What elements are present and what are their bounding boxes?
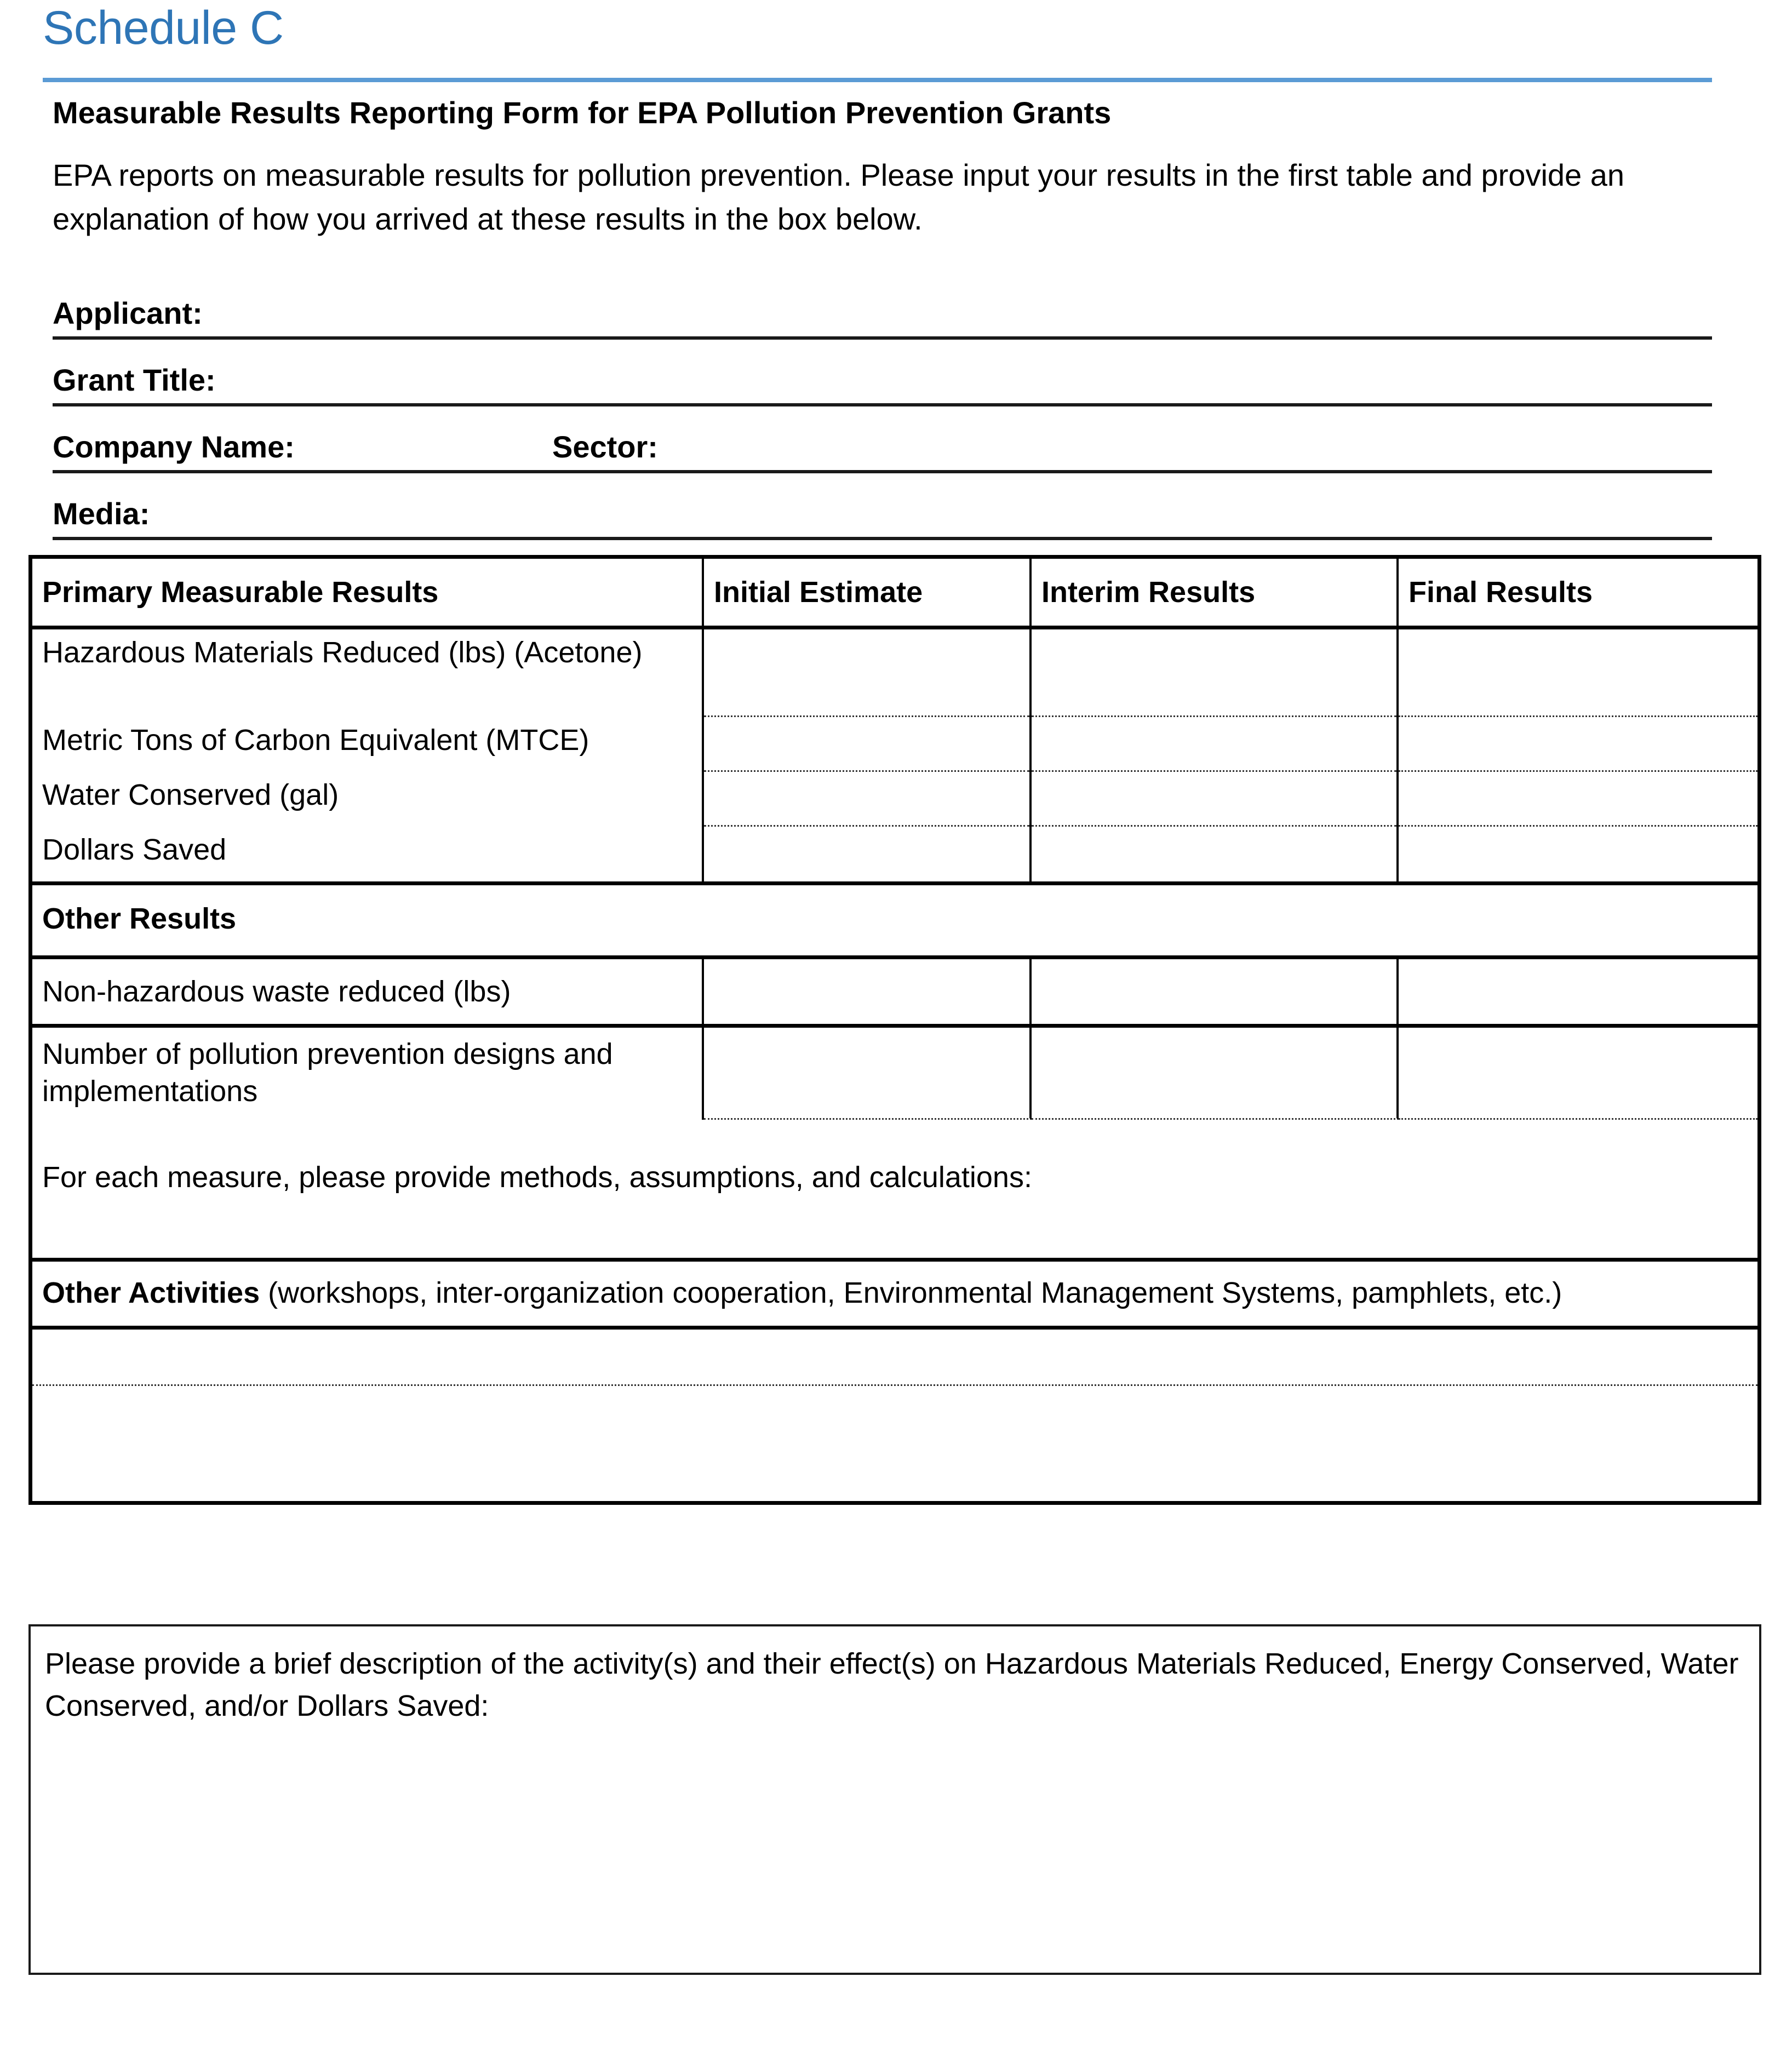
field-grant-title-label: Grant Title: xyxy=(53,363,216,397)
column-header-interim-results: Interim Results xyxy=(1032,559,1399,626)
cell-initial-pollution-prevention-designs[interactable] xyxy=(704,1028,1032,1120)
field-media-underline xyxy=(53,537,1712,540)
cell-final-pollution-prevention-designs[interactable] xyxy=(1399,1028,1757,1120)
cell-interim-hazardous-materials[interactable] xyxy=(1032,629,1396,717)
primary-measures-block xyxy=(32,629,1757,885)
row-label-metric-tons-carbon-equivalent: Metric Tons of Carbon Equivalent (MTCE) xyxy=(42,724,589,757)
methods-prompt-label: For each measure, please provide methods, assumptions, and calculations: xyxy=(42,1161,1032,1194)
row-label-water-conserved: Water Conserved (gal) xyxy=(42,778,339,812)
field-applicant-label: Applicant: xyxy=(53,296,203,330)
cell-final-hazardous-materials[interactable] xyxy=(1399,629,1757,717)
field-grant-title-underline xyxy=(53,403,1712,406)
row-label-dollars-saved: Dollars Saved xyxy=(42,833,227,867)
column-header-final-results: Final Results xyxy=(1409,576,1593,609)
cell-final-dollars-saved[interactable] xyxy=(1399,827,1757,881)
other-activities-entry-1[interactable] xyxy=(32,1330,1757,1386)
other-results-heading: Other Results xyxy=(42,902,237,936)
table-row-pollution-prevention-designs xyxy=(32,1028,1757,1120)
table-header-row xyxy=(32,559,1757,629)
cell-initial-water-conserved[interactable] xyxy=(704,772,1029,827)
cell-final-water-conserved[interactable] xyxy=(1399,772,1757,827)
other-results-heading-row xyxy=(32,885,1757,959)
cell-interim-pollution-prevention-designs[interactable] xyxy=(1032,1028,1399,1120)
field-grant-title xyxy=(53,342,1712,406)
primary-final-results-column xyxy=(1399,629,1757,881)
other-activities-heading xyxy=(32,1262,1757,1330)
cell-initial-mtce[interactable] xyxy=(704,717,1029,772)
other-activities-heading-rest: (workshops, inter-organization cooperation, Environmental Management Systems, pamphlets, etc.) xyxy=(260,1276,1562,1310)
field-media xyxy=(53,476,1712,540)
cell-initial-dollars-saved[interactable] xyxy=(704,827,1029,881)
cell-final-non-hazardous-waste[interactable] xyxy=(1399,959,1757,1024)
primary-interim-results-column xyxy=(1032,629,1399,881)
primary-measure-labels xyxy=(32,629,704,881)
other-activities-heading-bold: Other Activities xyxy=(42,1276,260,1310)
page-title: Schedule C xyxy=(43,2,284,54)
table-row-non-hazardous-waste xyxy=(32,959,1757,1028)
field-sector-label: Sector: xyxy=(552,429,658,464)
methods-assumptions-row xyxy=(32,1120,1757,1262)
measurable-results-table xyxy=(28,555,1761,1505)
cell-interim-dollars-saved[interactable] xyxy=(1032,827,1396,881)
form-subtitle: Measurable Results Reporting Form for EPA Pollution Prevention Grants xyxy=(53,95,1112,130)
field-applicant xyxy=(53,275,1712,340)
description-box xyxy=(28,1624,1761,1975)
column-header-initial-estimate: Initial Estimate xyxy=(704,559,1032,626)
cell-interim-mtce[interactable] xyxy=(1032,717,1396,772)
field-media-label: Media: xyxy=(53,496,150,531)
description-prompt-label: Please provide a brief description of the activity(s) and their effect(s) on Hazardous Materials Reduced, Energy Conserved, Water Conserved, and/or Dollars Saved: xyxy=(45,1647,1739,1722)
intro-paragraph: EPA reports on measurable results for pollution prevention. Please input your results in the first table and provide an explanation of how you arrived at these results in the box below. xyxy=(53,158,1625,236)
field-company-name-label: Company Name: xyxy=(53,429,295,464)
primary-initial-estimate-column xyxy=(704,629,1032,881)
row-label-non-hazardous-waste: Non-hazardous waste reduced (lbs) xyxy=(32,959,704,1024)
cell-interim-non-hazardous-waste[interactable] xyxy=(1032,959,1399,1024)
field-applicant-underline xyxy=(53,336,1712,340)
description-answer-area[interactable] xyxy=(31,1727,1759,1924)
column-header-primary-measurable-results: Primary Measurable Results xyxy=(32,559,704,626)
cell-initial-non-hazardous-waste[interactable] xyxy=(704,959,1032,1024)
methods-answer-area[interactable] xyxy=(32,1194,1757,1258)
other-activities-entry-2[interactable] xyxy=(32,1386,1757,1501)
cell-final-mtce[interactable] xyxy=(1399,717,1757,772)
cell-interim-water-conserved[interactable] xyxy=(1032,772,1396,827)
row-label-pollution-prevention-designs: Number of pollution prevention designs and implementations xyxy=(32,1028,704,1120)
row-label-hazardous-materials-reduced: Hazardous Materials Reduced (lbs) (Acetone) xyxy=(42,636,643,669)
title-divider-rule xyxy=(43,78,1712,82)
field-company-underline xyxy=(53,470,1712,473)
cell-initial-hazardous-materials[interactable] xyxy=(704,629,1029,717)
field-company-name xyxy=(53,409,1712,473)
